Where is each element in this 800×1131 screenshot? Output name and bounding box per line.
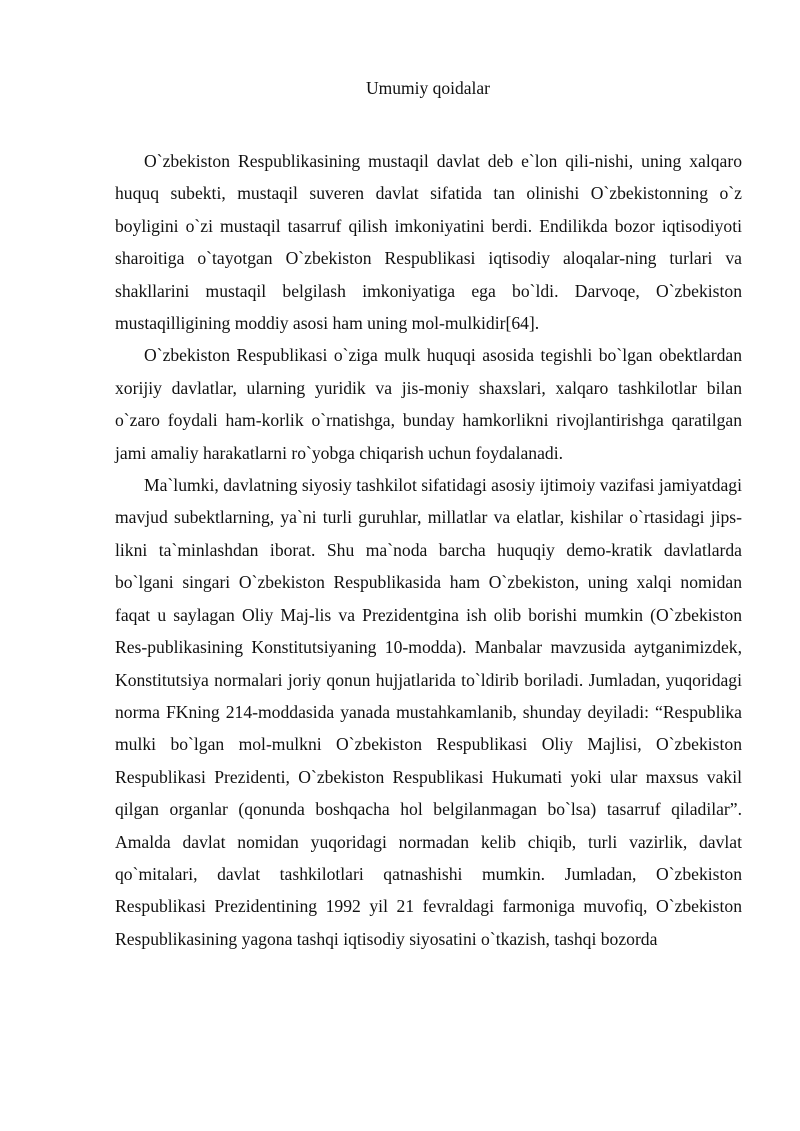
page-title: Umumiy qoidalar xyxy=(366,78,490,98)
document-body xyxy=(115,145,742,955)
paragraph-3: Ma`lumki, davlatning siyosiy tashkilot sifatidagi asosiy ijtimoiy vazifasi jamiyatdagi mavjud subektlarning, ya`ni turli guruhlar, millatlar va elatlar, kishilar o`rtasidagi jips-likni ta`minlashdan iborat. Shu ma`noda barcha huquqiy demo-kratik davlatlarda bo`lgani singari O`zbekiston Respublikasida ham O`zbekiston, uning xalqi nomidan faqat u saylagan Oliy Maj-lis va Prezidentgina ish olib borishi mumkin (O`zbekiston Res-publikasining Konstitutsiyaning 10-modda). Manbalar mavzusida aytganimizdek, Konstitutsiya normalari joriy qonun hujjatlarida to`ldirib boriladi. Jumladan, yuqoridagi norma FKning 214-moddasida yanada mustahkamlanib, shunday deyiladi: “Respublika mulki bo`lgan mol-mulkni O`zbekiston Respublikasi Oliy Majlisi, O`zbekiston Respublikasi Prezidenti, O`zbekiston Respublikasi Hukumati yoki ular maxsus vakil qilgan organlar (qonunda boshqacha hol belgilanmagan bo`lsa) tasarruf qiladilar”. Amalda davlat nomidan yuqoridagi normadan kelib chiqib, turli vazirlik, davlat qo`mitalari, davlat tashkilotlari qatnashishi mumkin. Jumladan, O`zbekiston Respublikasi Prezidentining 1992 yil 21 fevraldagi farmoniga muvofiq, O`zbekiston Respublikasining yagona tashqi iqtisodiy siyosatini o`tkazish, tashqi bozorda xyxy=(115,475,742,949)
paragraph-1: O`zbekiston Respublikasining mustaqil davlat deb e`lon qili-nishi, uning xalqaro huquq subekti, mustaqil suveren davlat sifatida tan olinishi O`zbekistonning o`z boyligini o`zi mustaqil tasarruf qilish imkoniyatini berdi. Endilikda bozor iqtisodiyoti sharoitiga o`tayotgan O`zbekiston Respublikasi iqtisodiy aloqalar-ning turlari va shakllarini mustaqil belgilash imkoniyatiga ega bo`ldi. Darvoqe, O`zbekiston mustaqilligining moddiy asosi ham uning mol-mulkidir[64]. xyxy=(115,151,742,334)
paragraph-2: O`zbekiston Respublikasi o`ziga mulk huquqi asosida tegishli bo`lgan obektlardan xorijiy davlatlar, ularning yuridik va jis-moniy shaxslari, xalqaro tashkilotlar bilan o`zaro foydali ham-korlik o`rnatishga, bunday hamkorlikni rivojlantirishga qaratilgan jami amaliy harakatlarni ro`yobga chiqarish uchun foydalanadi. xyxy=(115,345,742,463)
